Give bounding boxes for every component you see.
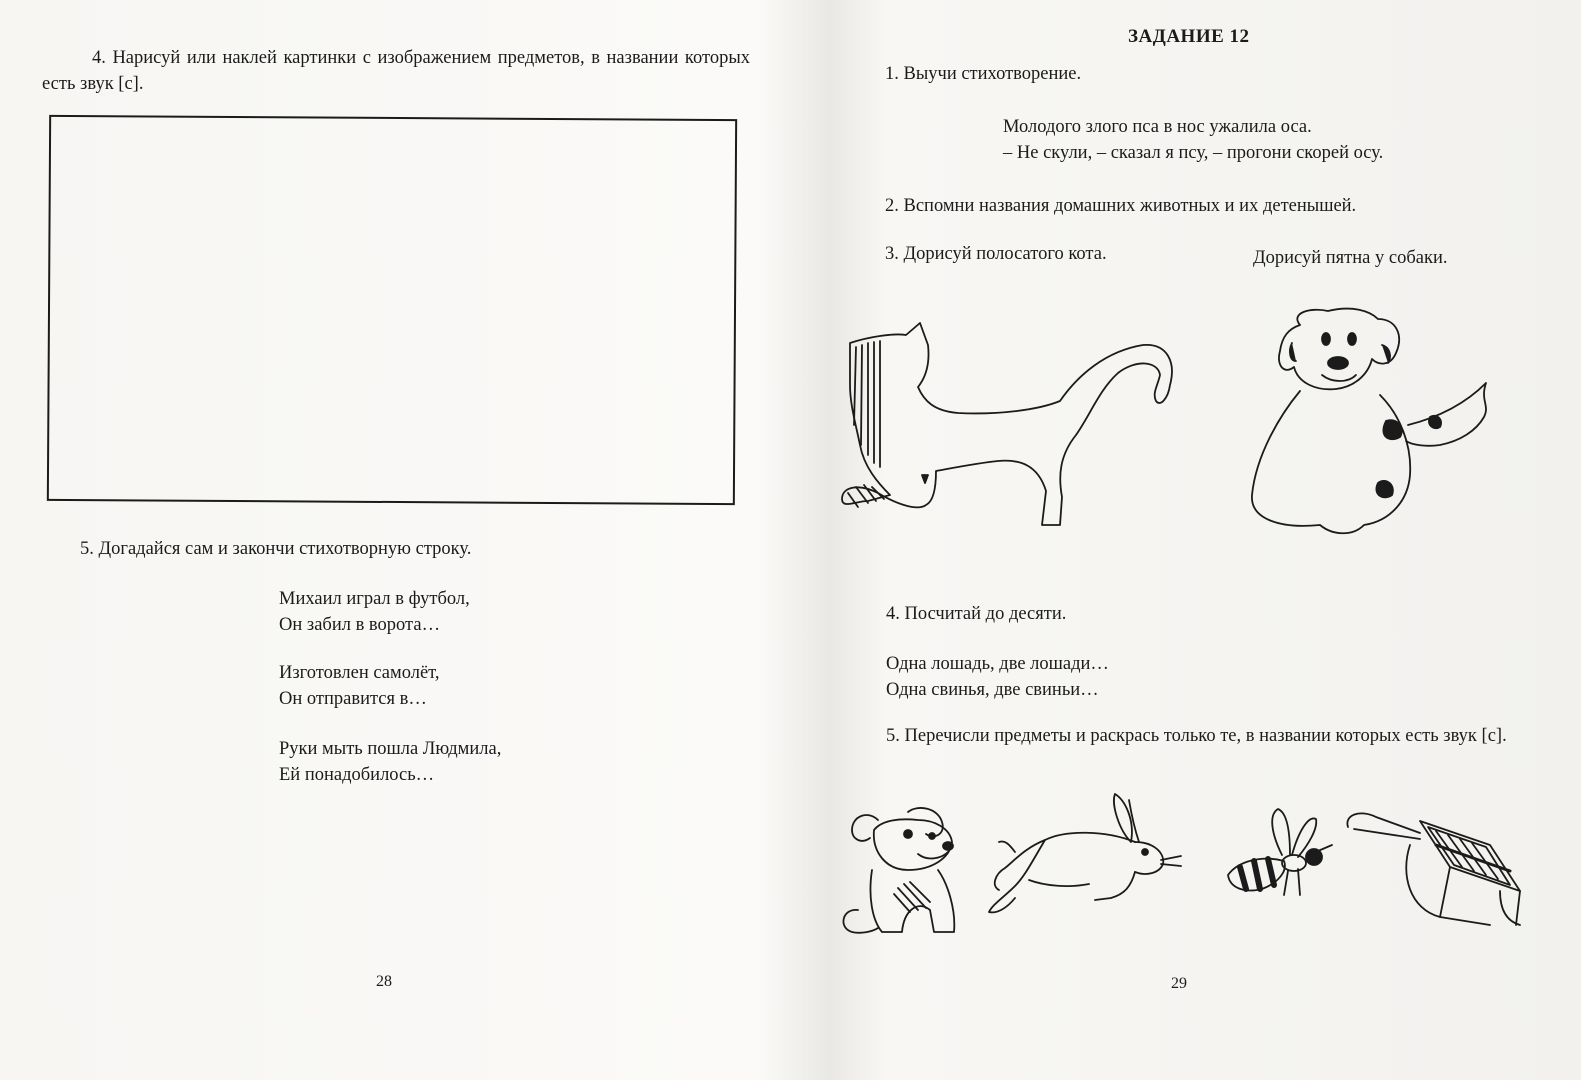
stanza-line: Он отправится в…	[279, 689, 427, 709]
poem-line: Молодого злого пса в нос ужалила оса.	[1003, 117, 1312, 137]
stanza-1	[279, 586, 470, 638]
right-task-5: 5. Перечисли предметы и раскрась только те, в названии которых есть звук [с].	[886, 726, 1507, 746]
left-task-4: 4. Нарисуй или наклей картинки с изображением предметов, в названии которых есть звук [с].	[42, 48, 750, 94]
left-task-5: 5. Догадайся сам и закончи стихотворную строку.	[80, 539, 472, 559]
right-task-1: 1. Выучи стихотворение.	[885, 64, 1082, 84]
stanza-2	[279, 660, 439, 712]
stanza-line: Михаил играл в футбол,	[279, 589, 470, 609]
stanza-3	[279, 736, 501, 788]
puppy-icon	[838, 800, 968, 940]
counting-lines	[886, 651, 1109, 703]
wasp-icon	[1218, 805, 1338, 905]
memorize-poem	[1003, 114, 1383, 166]
stanza-line: Он забил в ворота…	[279, 615, 441, 635]
drawing-box[interactable]	[47, 115, 737, 505]
page-number-right: 29	[1171, 975, 1187, 992]
left-page	[0, 0, 790, 1080]
stanza-line: Руки мыть пошла Людмила,	[279, 739, 502, 759]
right-task-3b: Дорисуй пятна у собаки.	[1253, 248, 1448, 268]
counting-line: Одна лошадь, две лошади…	[886, 654, 1109, 674]
stanza-line: Изготовлен самолёт,	[279, 663, 440, 683]
hare-icon	[985, 790, 1185, 920]
stanza-line: Ей понадобилось…	[279, 765, 435, 785]
page-number-left: 28	[376, 973, 392, 990]
dog-outline-icon	[1240, 305, 1500, 545]
poem-line: – Не скули, – сказал я псу, – прогони скорей осу.	[1003, 143, 1384, 163]
right-task-2: 2. Вспомни названия домашних животных и их детенышей.	[885, 196, 1357, 216]
right-page	[800, 0, 1581, 1080]
counting-line: Одна свинья, две свиньи…	[886, 680, 1099, 700]
right-task-4: 4. Посчитай до десяти.	[886, 604, 1067, 624]
right-task-3: 3. Дорисуй полосатого кота.	[885, 244, 1107, 264]
task-title: ЗАДАНИЕ 12	[1128, 26, 1250, 47]
cat-outline-icon	[838, 315, 1178, 535]
sled-icon	[1340, 805, 1530, 935]
